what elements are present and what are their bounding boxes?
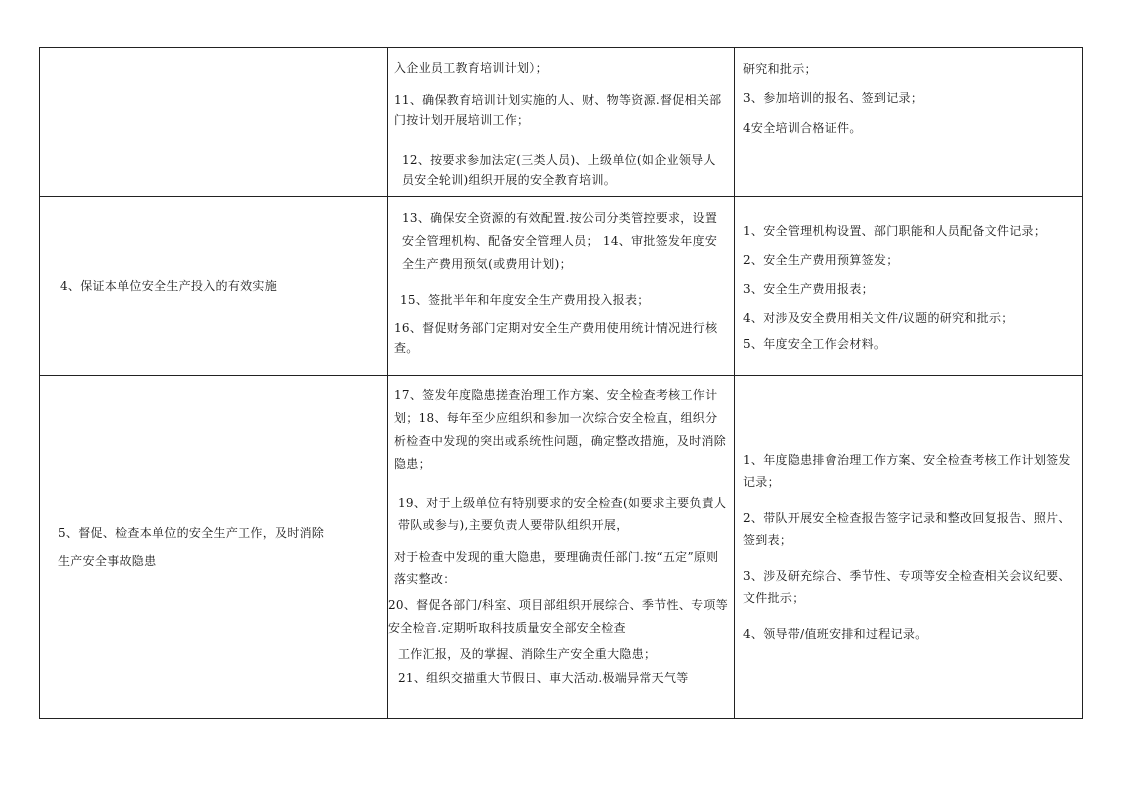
duties-cell [388, 48, 735, 197]
duties-cell [388, 197, 735, 376]
duty-text: 17、签发年度隐患搓查治理工作方案、安全检查考核工作计划；18、每年至少应组织和参加一次综合安全检直，组织分析检查中发现的突出或系统性问题，确定整改措施，及时消除隐患； [394, 388, 727, 471]
duty-text: 19、对于上级单位有特别要求的安全检查(如要求主要负責人带队或参与),主要负责人要带队组织开展， [398, 496, 727, 532]
records-cell [735, 197, 1083, 376]
record-text: 3、涉及研充综合、季节性、专项等安全检查相关会议纪要、文件批示； [743, 569, 1071, 605]
record-text: 1、年度隐患排會治理工作方案、安全检查考核工作计划签发记录； [743, 453, 1071, 489]
records-cell [735, 376, 1083, 719]
record-text: 4安全培训合格证件。 [743, 121, 862, 135]
responsibility-table [39, 47, 1083, 719]
duty-text: 21、组织交描重大节假日、車大活动.极端异常天气等 [398, 671, 689, 685]
record-text: 1、安全管理机构设置、部门职能和人员配备文件记录； [743, 224, 1047, 238]
duty-text: 13、确保安全资源的有效配置.按公司分类管控要求，设置安全管理机构、配备安全管理人员； 14、审批签发年度安全生产费用预気(或费用计划)； [402, 211, 718, 271]
task-text: 4、保证本单位安全生产投入的有效实施 [60, 279, 278, 293]
record-text: 3、参加培训的报名、签到记录； [743, 91, 924, 105]
duty-text: 15、签批半年和年度安全生产费用投入报表； [400, 293, 650, 307]
duty-text: 11、确保教育培训计划实施的人、财、物等资源.督促相关部门按计划开展培训工作； [394, 93, 722, 127]
duty-text: 工作汇报，及的掌握、消除生产安全重大隐患； [398, 647, 657, 661]
record-text: 4、对涉及安全费用相关文件/议题的研究和批示； [743, 311, 1014, 325]
duties-cell [388, 376, 735, 719]
record-text: 2、安全生产费用预算签发； [743, 253, 899, 267]
task-cell [40, 197, 388, 376]
record-text: 研究和批示； [743, 62, 817, 76]
record-text: 4、领导带/值班安排和过程记录。 [743, 627, 928, 641]
table-row [40, 376, 1083, 719]
duty-text: 16、督促财务部门定期对安全生产费用使用统计情况进行核查。 [394, 321, 718, 355]
table-row [40, 197, 1083, 376]
duty-text: 对于检查中发现的重大隐患，要理确责任部门.按“五定”原则落实整改： [394, 550, 719, 586]
duty-text: 12、按要求参加法定(三类人员)、上级单位(如企业领导人员安全轮训)组织开展的安全教育培训。 [402, 153, 716, 187]
record-text: 2、带队开展安全检查报告签字记录和整改回复报告、照片、签到表； [743, 511, 1071, 547]
record-text: 3、安全生产费用报表； [743, 282, 874, 296]
record-text: 5、年度安全工作会材料。 [743, 337, 887, 351]
table-row [40, 48, 1083, 197]
records-cell [735, 48, 1083, 197]
duty-text: 20、督促各部门/科室、项目部组织开展综合、季节性、专项等安全检音.定期听取科技质量安全部安全检查 [388, 598, 729, 635]
task-cell [40, 376, 388, 719]
task-text: 5、督促、检查本单位的安全生产工作，及时消除生产安全事故隐患 [58, 526, 325, 568]
task-cell [40, 48, 388, 197]
duty-text: 入企业员工教育培训计划）； [394, 61, 548, 75]
